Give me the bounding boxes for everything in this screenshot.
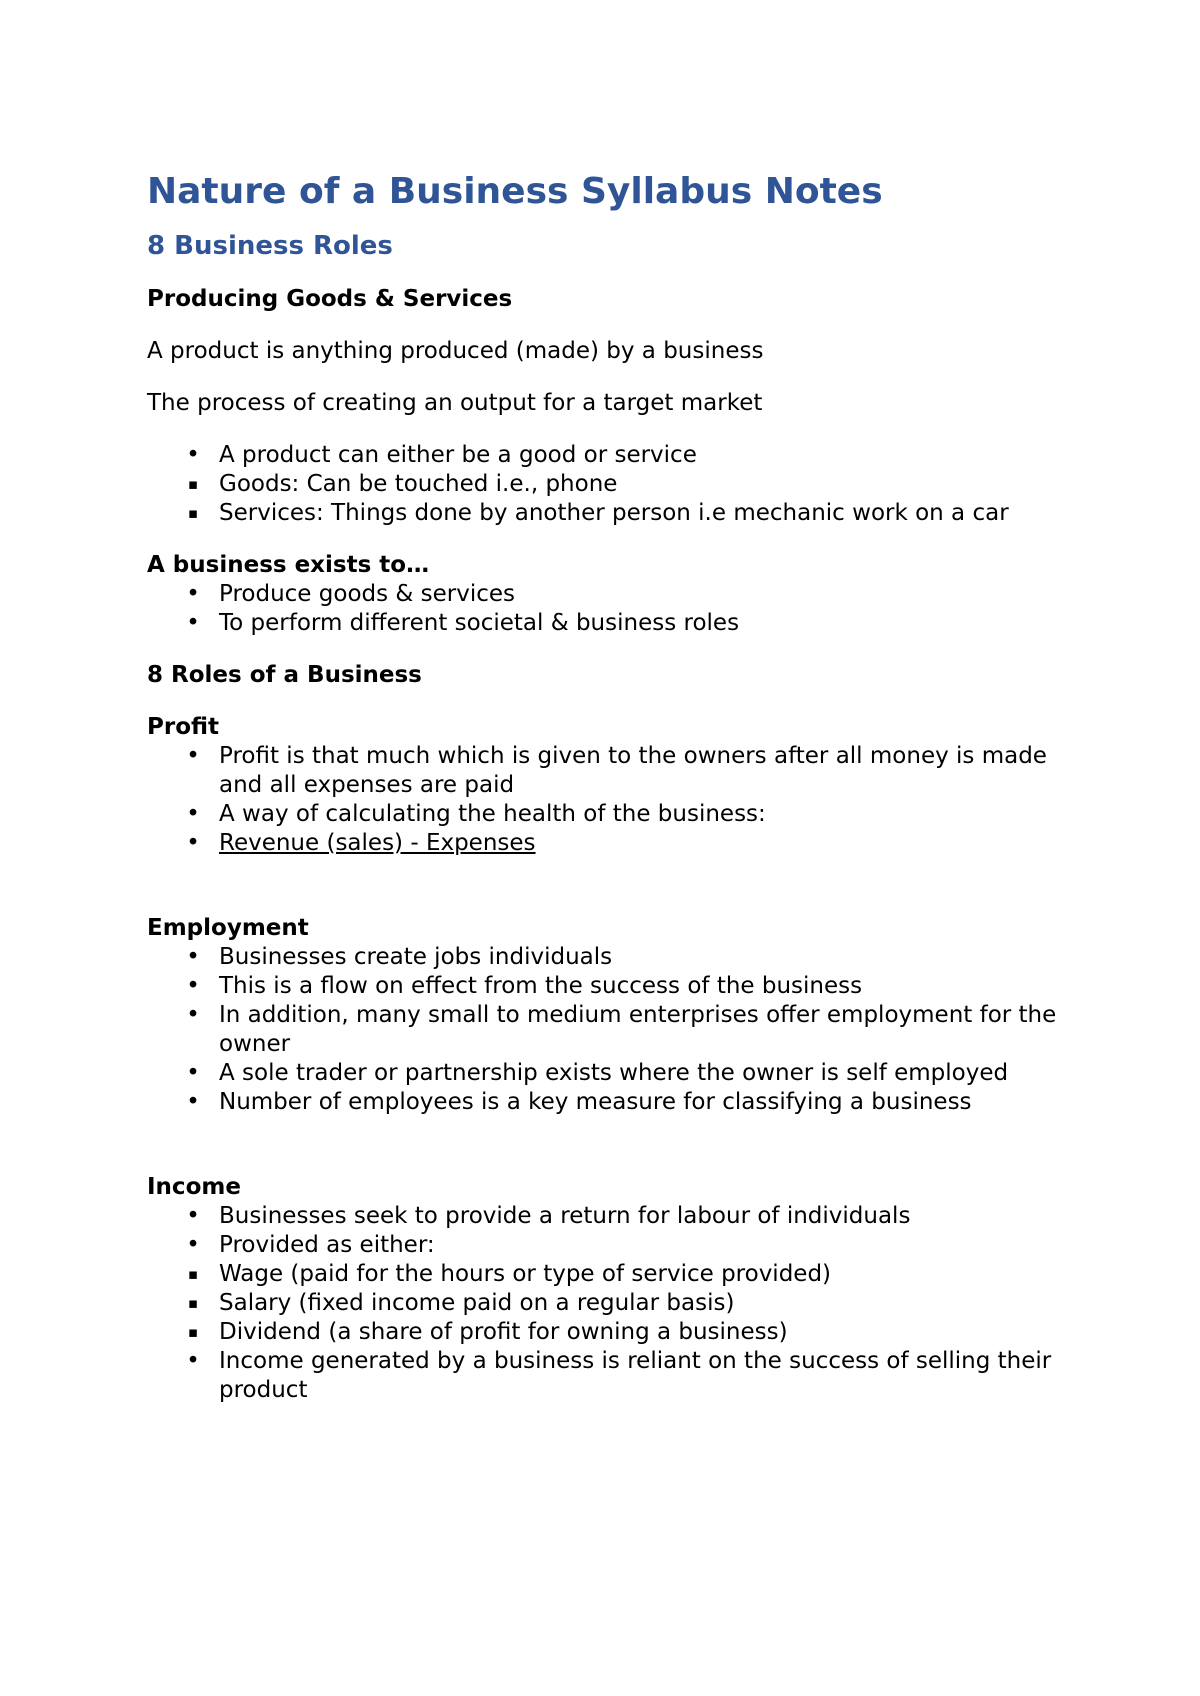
list-item: • Produce goods & services [147, 580, 1087, 609]
square-bullet-icon: ▪ [187, 1294, 199, 1312]
bullet-icon: • [186, 944, 200, 970]
heading-producing: Producing Goods & Services [147, 286, 513, 312]
document-subtitle: 8 Business Roles [147, 231, 393, 261]
list-item: • To perform different societal & business roles [147, 609, 1087, 638]
bullet-icon: • [186, 1348, 200, 1374]
bullet-icon: • [186, 1060, 200, 1086]
bullet-icon: • [186, 442, 200, 468]
paragraph-product-definition: A product is anything produced (made) by a business [147, 338, 764, 364]
list-item: • A way of calculating the health of the business: [147, 800, 1087, 829]
list-item: • This is a flow on effect from the success of the business [147, 972, 1087, 1001]
heading-profit: Profit [147, 714, 220, 740]
square-bullet-icon: ▪ [187, 1323, 199, 1341]
square-bullet-icon: ▪ [187, 1265, 199, 1283]
list-item: • Businesses create jobs individuals [147, 943, 1087, 972]
bullet-icon: • [186, 581, 200, 607]
bullet-icon: • [186, 610, 200, 636]
heading-roles: 8 Roles of a Business [147, 662, 422, 688]
bullet-icon: • [186, 1203, 200, 1229]
paragraph-process: The process of creating an output for a target market [147, 390, 763, 416]
list-producing [147, 441, 1087, 528]
bullet-icon: • [186, 743, 200, 769]
list-item: • Number of employees is a key measure for classifying a business [147, 1088, 1087, 1117]
bullet-icon: • [186, 1232, 200, 1258]
bullet-icon: • [186, 830, 200, 856]
list-item: • A product can either be a good or service [147, 441, 1087, 470]
document-content [147, 168, 1087, 1405]
list-item: ▪ Services: Things done by another person i.e mechanic work on a car [147, 499, 1087, 528]
heading-income: Income [147, 1174, 241, 1200]
list-item: • In addition, many small to medium enterprises offer employment for the owner [147, 1001, 1087, 1059]
bullet-icon: • [186, 1002, 200, 1028]
list-item: • Businesses seek to provide a return for labour of individuals [147, 1202, 1087, 1231]
list-profit [147, 742, 1087, 858]
list-employment [147, 943, 1087, 1117]
heading-exists: A business exists to… [147, 552, 430, 578]
list-item: • Revenue (sales) - Expenses [147, 829, 1087, 858]
bullet-icon: • [186, 801, 200, 827]
list-item: ▪ Wage (paid for the hours or type of service provided) [147, 1260, 1087, 1289]
heading-employment: Employment [147, 915, 309, 941]
list-item: ▪ Dividend (a share of profit for owning a business) [147, 1318, 1087, 1347]
list-exists [147, 580, 1087, 638]
bullet-icon: • [186, 1089, 200, 1115]
square-bullet-icon: ▪ [187, 475, 199, 493]
list-item: • Profit is that much which is given to the owners after all money is made and all expenses are paid [147, 742, 1087, 800]
list-item: • Income generated by a business is reliant on the success of selling their product [147, 1347, 1087, 1405]
list-item: • Provided as either: [147, 1231, 1087, 1260]
list-item: ▪ Salary (fixed income paid on a regular basis) [147, 1289, 1087, 1318]
list-income [147, 1202, 1087, 1405]
list-item: ▪ Goods: Can be touched i.e., phone [147, 470, 1087, 499]
square-bullet-icon: ▪ [187, 504, 199, 522]
list-item: • A sole trader or partnership exists where the owner is self employed [147, 1059, 1087, 1088]
bullet-icon: • [186, 973, 200, 999]
document-title: Nature of a Business Syllabus Notes [147, 171, 883, 212]
